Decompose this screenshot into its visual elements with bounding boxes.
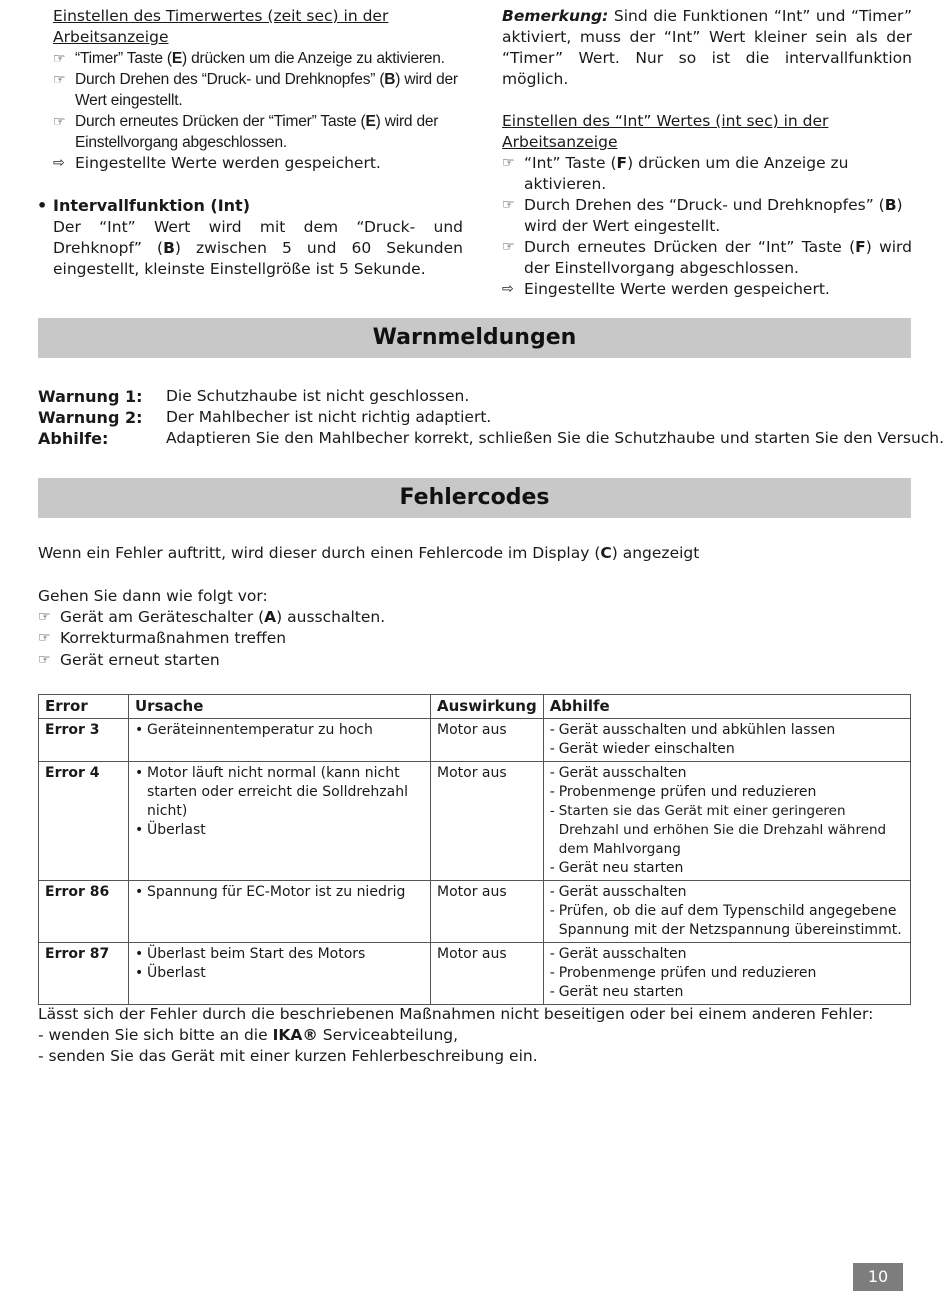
closing-line-2: - wenden Sie sich bitte an die IKA® Serviceabteilung,: [38, 1026, 459, 1044]
procedure-intro: Gehen Sie dann wie folgt vor:: [38, 587, 268, 605]
pointing-hand-icon: ☞: [38, 652, 51, 668]
arrow-right-icon: ⇨: [53, 155, 65, 171]
error-code: Error 4: [39, 762, 129, 881]
bullet: •: [37, 196, 48, 215]
closing-line-3: - senden Sie das Gerät mit einer kurzen Fehlerbeschreibung ein.: [38, 1047, 538, 1065]
right-column: [502, 6, 912, 300]
pointing-hand-icon: ☞: [53, 113, 66, 129]
table-header-row: [39, 695, 911, 719]
timer-step-3: ☞ Durch erneutes Drücken der “Timer” Taste (E) wird der Einstellvorgang abgeschlossen.: [53, 113, 439, 151]
table-row: [39, 762, 911, 881]
column-header: Auswirkung: [431, 695, 544, 719]
timer-result: ⇨ Eingestellte Werte werden gespeichert.: [53, 154, 381, 172]
int-step-3: ☞ Durch erneutes Drücken der “Int” Taste (F) wird der Einstellvorgang abgeschlossen.: [502, 238, 912, 277]
cause-cell: • Geräteinnentemperatur zu hoch: [129, 719, 431, 762]
table-row: [39, 943, 911, 1005]
procedure-step-1: ☞ Gerät am Geräteschalter (A) ausschalten.: [38, 608, 386, 626]
page-number: 10: [853, 1263, 903, 1291]
pointing-hand-icon: ☞: [53, 50, 66, 66]
error-code: Error 3: [39, 719, 129, 762]
cause-cell: • Überlast beim Start des Motors • Überlast: [129, 943, 431, 1005]
int-result: ⇨ Eingestellte Werte werden gespeichert.: [502, 280, 830, 298]
effect-cell: Motor aus: [431, 762, 544, 881]
errors-intro: Wenn ein Fehler auftritt, wird dieser durch einen Fehlercode im Display (C) angezeigt: [38, 544, 700, 562]
left-column: [37, 6, 463, 280]
interval-title: • Intervallfunktion (Int): [37, 196, 251, 215]
remedy-cell: - Gerät ausschalten - Probenmenge prüfen und reduzieren - Gerät neu starten: [543, 943, 910, 1005]
effect-cell: Motor aus: [431, 881, 544, 943]
remedy-cell: - Gerät ausschalten - Probenmenge prüfen und reduzieren - Starten sie das Gerät mit einer geringeren Drehzahl und erhöhen Sie die Drehzahl während dem Mahlvorgang - Gerät neu starten: [543, 762, 910, 881]
procedure-step-2: ☞ Korrekturmaßnahmen treffen: [38, 629, 287, 647]
effect-cell: Motor aus: [431, 943, 544, 1005]
int-step-1: ☞ “Int” Taste (F) drücken um die Anzeige zu aktivieren.: [502, 154, 849, 193]
pointing-hand-icon: ☞: [502, 239, 515, 255]
int-step-2: ☞ Durch Drehen des “Druck- und Drehknopfes” (B) wird der Wert eingestellt.: [502, 196, 903, 235]
remedy-cell: - Gerät ausschalten - Prüfen, ob die auf dem Typenschild angegebene Spannung mit der Netzspannung übereinstimmt.: [543, 881, 910, 943]
cause-cell: • Spannung für EC-Motor ist zu niedrig: [129, 881, 431, 943]
timer-step-1: ☞ “Timer” Taste (E) drücken um die Anzeige zu aktivieren.: [53, 50, 445, 67]
pointing-hand-icon: ☞: [38, 630, 51, 646]
warnings-title: Warnmeldungen: [38, 318, 911, 358]
column-header: Ursache: [129, 695, 431, 719]
errors-title: Fehlercodes: [38, 478, 911, 518]
table-row: [39, 719, 911, 762]
int-heading: Einstellen des “Int” Wertes (int sec) in der Arbeitsanzeige: [502, 112, 829, 151]
column-header: Error: [39, 695, 129, 719]
table-row: [39, 881, 911, 943]
error-table: [38, 694, 911, 1005]
remedy-cell: - Gerät ausschalten und abkühlen lassen - Gerät wieder einschalten: [543, 719, 910, 762]
error-code: Error 87: [39, 943, 129, 1005]
effect-cell: Motor aus: [431, 719, 544, 762]
timer-heading: Einstellen des Timerwertes (zeit sec) in der Arbeitsanzeige: [53, 7, 389, 46]
closing-line-1: Lässt sich der Fehler durch die beschriebenen Maßnahmen nicht beseitigen oder bei einem anderen Fehler:: [38, 1005, 874, 1023]
brand-name: IKA®: [272, 1026, 318, 1044]
timer-step-2: ☞ Durch Drehen des “Druck- und Drehknopfes” (B) wird der Wert eingestellt.: [53, 71, 458, 109]
cause-cell: • Motor läuft nicht normal (kann nicht starten oder erreicht die Solldrehzahl nicht) • Überlast: [129, 762, 431, 881]
error-code: Error 86: [39, 881, 129, 943]
pointing-hand-icon: ☞: [53, 71, 66, 87]
pointing-hand-icon: ☞: [38, 609, 51, 625]
pointing-hand-icon: ☞: [502, 155, 515, 171]
remark: Bemerkung: Sind die Funktionen “Int” und “Timer” aktiviert, muss der “Int” Wert kleiner sein als der “Timer” Wert. Nur so ist die intervallfunktion möglich.: [502, 7, 912, 88]
pointing-hand-icon: ☞: [502, 197, 515, 213]
arrow-right-icon: ⇨: [502, 281, 514, 297]
interval-text: Der “Int” Wert wird mit dem “Druck- und Drehknopf” (B) zwischen 5 und 60 Sekunden eingestellt, kleinste Einstellgröße ist 5 Sekunde.: [53, 218, 463, 278]
procedure-step-3: ☞ Gerät erneut starten: [38, 651, 220, 669]
column-header: Abhilfe: [543, 695, 910, 719]
